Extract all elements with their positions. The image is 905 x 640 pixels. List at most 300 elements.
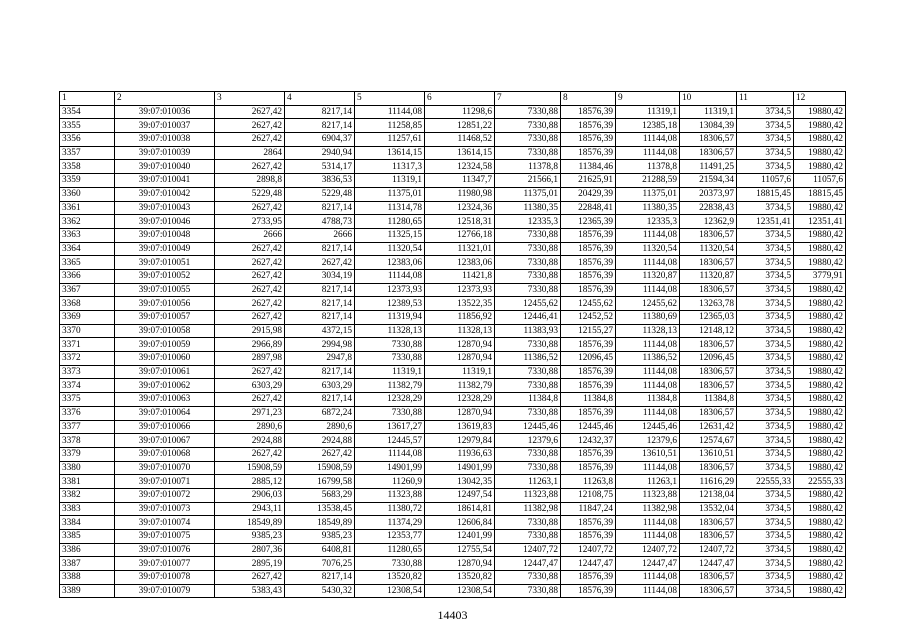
table-cell: 3380 <box>60 461 115 475</box>
table-cell: 12389,53 <box>355 297 425 311</box>
table-cell: 3734,5 <box>737 256 794 270</box>
table-cell: 8217,14 <box>285 283 355 297</box>
table-cell: 11384,8 <box>616 393 680 407</box>
table-cell: 11323,88 <box>355 488 425 502</box>
table-cell: 6303,29 <box>215 379 285 393</box>
table-row <box>60 187 846 201</box>
table-cell: 21288,59 <box>616 174 680 188</box>
table-cell: 11384,46 <box>561 160 616 174</box>
page-number: 14403 <box>437 608 468 622</box>
table-cell: 11319,1 <box>680 105 737 119</box>
table-cell: 3354 <box>60 105 115 119</box>
table-cell: 19880,42 <box>794 530 846 544</box>
table-cell: 11384,8 <box>561 393 616 407</box>
table-cell: 12766,18 <box>425 228 495 242</box>
table-row <box>60 502 846 516</box>
table-cell: 11856,92 <box>425 311 495 325</box>
table-cell: 11382,79 <box>355 379 425 393</box>
table-cell: 22555,33 <box>737 475 794 489</box>
table-cell: 18306,57 <box>680 338 737 352</box>
table-cell: 2890,6 <box>285 420 355 434</box>
table-cell: 19880,42 <box>794 256 846 270</box>
table-cell: 19880,42 <box>794 352 846 366</box>
table-cell: 11298,6 <box>425 105 495 119</box>
table-row <box>60 434 846 448</box>
table-cell: 12379,6 <box>495 434 561 448</box>
table-cell: 11144,08 <box>616 283 680 297</box>
table-cell: 39:07:010057 <box>115 311 215 325</box>
table-cell: 6408,81 <box>285 543 355 557</box>
column-header: 7 <box>495 92 561 106</box>
table-cell: 11383,93 <box>495 324 561 338</box>
table-cell: 39:07:010036 <box>115 105 215 119</box>
table-cell: 4788,73 <box>285 215 355 229</box>
table-cell: 39:07:010049 <box>115 242 215 256</box>
table-cell: 19880,42 <box>794 242 846 256</box>
table-cell: 3365 <box>60 256 115 270</box>
table-cell: 3366 <box>60 269 115 283</box>
table-cell: 39:07:010076 <box>115 543 215 557</box>
table-cell: 12446,41 <box>495 311 561 325</box>
table-cell: 18306,57 <box>680 256 737 270</box>
table-cell: 13520,82 <box>355 571 425 585</box>
table-cell: 18306,57 <box>680 406 737 420</box>
table-cell: 11257,61 <box>355 133 425 147</box>
table-cell: 3359 <box>60 174 115 188</box>
table-cell: 19880,42 <box>794 201 846 215</box>
table-cell: 11320,87 <box>616 269 680 283</box>
table-cell: 11323,88 <box>616 488 680 502</box>
table-cell: 2627,42 <box>285 256 355 270</box>
table-cell: 39:07:010078 <box>115 571 215 585</box>
table-cell: 11144,08 <box>616 133 680 147</box>
table-cell: 3734,5 <box>737 146 794 160</box>
table-cell: 12445,57 <box>355 434 425 448</box>
table-cell: 11380,72 <box>355 502 425 516</box>
table-cell: 11980,98 <box>425 187 495 201</box>
table-cell: 7330,88 <box>355 352 425 366</box>
table-cell: 12447,47 <box>680 557 737 571</box>
table-cell: 11378,8 <box>495 160 561 174</box>
table-cell: 18306,57 <box>680 461 737 475</box>
table-cell: 19880,42 <box>794 228 846 242</box>
table-cell: 7330,88 <box>495 406 561 420</box>
table-row <box>60 311 846 325</box>
table-cell: 5314,17 <box>285 160 355 174</box>
table-cell: 39:07:010060 <box>115 352 215 366</box>
table-cell: 3734,5 <box>737 297 794 311</box>
table-cell: 11280,65 <box>355 543 425 557</box>
table-cell: 2627,42 <box>215 256 285 270</box>
table-cell: 11320,54 <box>680 242 737 256</box>
table-cell: 19880,42 <box>794 571 846 585</box>
table-cell: 3734,5 <box>737 283 794 297</box>
table-cell: 2924,88 <box>215 434 285 448</box>
table-cell: 12324,36 <box>425 201 495 215</box>
table-cell: 18576,39 <box>561 365 616 379</box>
table-cell: 12365,39 <box>561 215 616 229</box>
table-cell: 2864 <box>215 146 285 160</box>
table-cell: 12096,45 <box>561 352 616 366</box>
table-cell: 11374,29 <box>355 516 425 530</box>
table-cell: 3734,5 <box>737 393 794 407</box>
table-cell: 18306,57 <box>680 530 737 544</box>
table-cell: 11468,52 <box>425 133 495 147</box>
column-header: 5 <box>355 92 425 106</box>
table-cell: 12455,62 <box>616 297 680 311</box>
table-cell: 3363 <box>60 228 115 242</box>
table-cell: 12870,94 <box>425 338 495 352</box>
table-cell: 7330,88 <box>355 406 425 420</box>
table-cell: 8217,14 <box>285 105 355 119</box>
table-cell: 19880,42 <box>794 393 846 407</box>
table-cell: 6904,37 <box>285 133 355 147</box>
table-cell: 7330,88 <box>495 338 561 352</box>
table-cell: 7330,88 <box>495 461 561 475</box>
table-cell: 12353,77 <box>355 530 425 544</box>
table-cell: 3734,5 <box>737 119 794 133</box>
table-cell: 13538,45 <box>285 502 355 516</box>
table-cell: 7330,88 <box>495 119 561 133</box>
table-cell: 3377 <box>60 420 115 434</box>
table-cell: 12308,54 <box>425 584 495 598</box>
table-cell: 19880,42 <box>794 311 846 325</box>
table-cell: 18306,57 <box>680 379 737 393</box>
table-cell: 11144,08 <box>616 516 680 530</box>
table-cell: 11380,35 <box>616 201 680 215</box>
table-cell: 2627,42 <box>215 201 285 215</box>
table-cell: 13619,83 <box>425 420 495 434</box>
table-cell: 14901,99 <box>355 461 425 475</box>
table-cell: 3734,5 <box>737 242 794 256</box>
table-cell: 11314,78 <box>355 201 425 215</box>
table-cell: 3356 <box>60 133 115 147</box>
table-cell: 3374 <box>60 379 115 393</box>
table-cell: 11386,52 <box>495 352 561 366</box>
table-cell: 7330,88 <box>495 365 561 379</box>
table-cell: 2940,94 <box>285 146 355 160</box>
table-cell: 18306,57 <box>680 146 737 160</box>
table-row <box>60 571 846 585</box>
table-cell: 11319,1 <box>616 105 680 119</box>
table-cell: 39:07:010066 <box>115 420 215 434</box>
table-cell: 12328,29 <box>425 393 495 407</box>
table-cell: 18815,45 <box>794 187 846 201</box>
table-cell: 3734,5 <box>737 502 794 516</box>
table-cell: 13263,78 <box>680 297 737 311</box>
table-cell: 18306,57 <box>680 228 737 242</box>
table-cell: 13532,04 <box>680 502 737 516</box>
table-cell: 12432,37 <box>561 434 616 448</box>
table-cell: 11384,8 <box>495 393 561 407</box>
table-cell: 11144,08 <box>616 530 680 544</box>
table-cell: 12308,54 <box>355 584 425 598</box>
table-cell: 7330,88 <box>355 557 425 571</box>
table-cell: 2897,98 <box>215 352 285 366</box>
table-cell: 39:07:010056 <box>115 297 215 311</box>
table-cell: 2627,42 <box>215 571 285 585</box>
table-row <box>60 447 846 461</box>
table-cell: 3376 <box>60 406 115 420</box>
table-cell: 3734,5 <box>737 201 794 215</box>
table-cell: 11144,08 <box>616 584 680 598</box>
table-cell: 39:07:010070 <box>115 461 215 475</box>
table-cell: 3734,5 <box>737 365 794 379</box>
table-row <box>60 420 846 434</box>
table-cell: 12365,03 <box>680 311 737 325</box>
table-cell: 11144,08 <box>355 269 425 283</box>
table-cell: 11319,1 <box>355 174 425 188</box>
table-cell: 5430,32 <box>285 584 355 598</box>
table-cell: 12447,47 <box>616 557 680 571</box>
table-row <box>60 269 846 283</box>
table-cell: 19880,42 <box>794 461 846 475</box>
table-cell: 11320,54 <box>616 242 680 256</box>
table-cell: 3734,5 <box>737 406 794 420</box>
table-cell: 19880,42 <box>794 283 846 297</box>
table-cell: 3734,5 <box>737 557 794 571</box>
column-header: 4 <box>285 92 355 106</box>
table-cell: 13614,15 <box>355 146 425 160</box>
table-cell: 7330,88 <box>495 242 561 256</box>
table-cell: 18576,39 <box>561 242 616 256</box>
table-cell: 8217,14 <box>285 297 355 311</box>
table-cell: 19880,42 <box>794 146 846 160</box>
table-cell: 12324,58 <box>425 160 495 174</box>
table-cell: 12096,45 <box>680 352 737 366</box>
table-cell: 3734,5 <box>737 228 794 242</box>
table-cell: 2733,95 <box>215 215 285 229</box>
table-cell: 12979,84 <box>425 434 495 448</box>
table-cell: 12445,46 <box>616 420 680 434</box>
table-cell: 8217,14 <box>285 311 355 325</box>
table-cell: 12155,27 <box>561 324 616 338</box>
table-cell: 11323,88 <box>495 488 561 502</box>
table-cell: 11384,8 <box>680 393 737 407</box>
table-cell: 18306,57 <box>680 516 737 530</box>
table-cell: 2924,88 <box>285 434 355 448</box>
table-cell: 12407,72 <box>680 543 737 557</box>
table-cell: 7330,88 <box>495 571 561 585</box>
table-cell: 2627,42 <box>215 311 285 325</box>
table-cell: 12755,54 <box>425 543 495 557</box>
table-cell: 18576,39 <box>561 338 616 352</box>
table-cell: 3367 <box>60 283 115 297</box>
table-cell: 11263,1 <box>616 475 680 489</box>
table-cell: 12351,41 <box>737 215 794 229</box>
table-cell: 11847,24 <box>561 502 616 516</box>
table-row <box>60 146 846 160</box>
table-cell: 39:07:010037 <box>115 119 215 133</box>
table-cell: 12870,94 <box>425 352 495 366</box>
column-header: 8 <box>561 92 616 106</box>
table-cell: 8217,14 <box>285 393 355 407</box>
table-row <box>60 406 846 420</box>
table-cell: 12851,22 <box>425 119 495 133</box>
table-cell: 12383,06 <box>355 256 425 270</box>
table-row <box>60 105 846 119</box>
table-cell: 12351,41 <box>794 215 846 229</box>
table-cell: 11320,54 <box>355 242 425 256</box>
table-cell: 3384 <box>60 516 115 530</box>
table-cell: 19880,42 <box>794 365 846 379</box>
table-cell: 16799,58 <box>285 475 355 489</box>
column-header: 10 <box>680 92 737 106</box>
table-cell: 7076,25 <box>285 557 355 571</box>
table-cell: 19880,42 <box>794 119 846 133</box>
table-cell: 11263,1 <box>495 475 561 489</box>
table-cell: 2966,89 <box>215 338 285 352</box>
table-cell: 3368 <box>60 297 115 311</box>
table-cell: 18576,39 <box>561 133 616 147</box>
table-row <box>60 133 846 147</box>
table-cell: 3361 <box>60 201 115 215</box>
table-cell: 3734,5 <box>737 379 794 393</box>
table-cell: 3388 <box>60 571 115 585</box>
table-row <box>60 338 846 352</box>
table-cell: 11328,13 <box>616 324 680 338</box>
table-cell: 18576,39 <box>561 269 616 283</box>
table-cell: 12401,99 <box>425 530 495 544</box>
table-cell: 18306,57 <box>680 283 737 297</box>
table-cell: 11321,01 <box>425 242 495 256</box>
table-cell: 2890,6 <box>215 420 285 434</box>
table-cell: 11319,1 <box>355 365 425 379</box>
table-cell: 19880,42 <box>794 160 846 174</box>
table-cell: 11328,13 <box>425 324 495 338</box>
table-cell: 11382,98 <box>495 502 561 516</box>
table-cell: 12373,93 <box>425 283 495 297</box>
table-cell: 3375 <box>60 393 115 407</box>
column-header: 9 <box>616 92 680 106</box>
table-cell: 21625,91 <box>561 174 616 188</box>
table-cell: 39:07:010079 <box>115 584 215 598</box>
table-cell: 21566,1 <box>495 174 561 188</box>
table-cell: 18306,57 <box>680 584 737 598</box>
table-row <box>60 365 846 379</box>
table-cell: 20429,39 <box>561 187 616 201</box>
table-cell: 18306,57 <box>680 133 737 147</box>
table-cell: 2627,42 <box>215 105 285 119</box>
table-cell: 2994,98 <box>285 338 355 352</box>
table-cell: 8217,14 <box>285 119 355 133</box>
table-cell: 39:07:010061 <box>115 365 215 379</box>
table-cell: 39:07:010062 <box>115 379 215 393</box>
table-cell: 39:07:010077 <box>115 557 215 571</box>
table-row <box>60 256 846 270</box>
table-cell: 3734,5 <box>737 571 794 585</box>
table-cell: 18576,39 <box>561 447 616 461</box>
table-cell: 11144,08 <box>616 461 680 475</box>
table-row <box>60 530 846 544</box>
table-cell: 19880,42 <box>794 488 846 502</box>
table-cell: 12455,62 <box>495 297 561 311</box>
table-cell: 3734,5 <box>737 434 794 448</box>
table-cell: 11144,08 <box>616 571 680 585</box>
table-cell: 3389 <box>60 584 115 598</box>
table-cell: 18576,39 <box>561 119 616 133</box>
table-cell: 39:07:010072 <box>115 488 215 502</box>
table-cell: 12373,93 <box>355 283 425 297</box>
table-cell: 2915,98 <box>215 324 285 338</box>
table-cell: 39:07:010042 <box>115 187 215 201</box>
table-cell: 39:07:010063 <box>115 393 215 407</box>
table-cell: 3370 <box>60 324 115 338</box>
table-cell: 3734,5 <box>737 269 794 283</box>
column-header: 6 <box>425 92 495 106</box>
table-row <box>60 352 846 366</box>
table-cell: 19880,42 <box>794 420 846 434</box>
table-cell: 39:07:010039 <box>115 146 215 160</box>
table-cell: 12108,75 <box>561 488 616 502</box>
table-cell: 3371 <box>60 338 115 352</box>
table-cell: 11319,1 <box>425 365 495 379</box>
table-cell: 39:07:010059 <box>115 338 215 352</box>
table-cell: 19880,42 <box>794 516 846 530</box>
table-cell: 39:07:010074 <box>115 516 215 530</box>
table-cell: 11380,69 <box>616 311 680 325</box>
table-row <box>60 393 846 407</box>
table-cell: 11144,08 <box>616 379 680 393</box>
table-cell: 20373,97 <box>680 187 737 201</box>
table-cell: 11144,08 <box>616 256 680 270</box>
table-cell: 3362 <box>60 215 115 229</box>
table-cell: 12518,31 <box>425 215 495 229</box>
table-cell: 3836,53 <box>285 174 355 188</box>
table-cell: 12407,72 <box>616 543 680 557</box>
table-cell: 2627,42 <box>215 393 285 407</box>
table-cell: 12383,06 <box>425 256 495 270</box>
table-cell: 12447,47 <box>495 557 561 571</box>
table-cell: 22555,33 <box>794 475 846 489</box>
table-cell: 3734,5 <box>737 338 794 352</box>
table-cell: 39:07:010038 <box>115 133 215 147</box>
table-cell: 18614,81 <box>425 502 495 516</box>
table-cell: 11616,29 <box>680 475 737 489</box>
table-cell: 3378 <box>60 434 115 448</box>
table-row <box>60 584 846 598</box>
table-cell: 12455,62 <box>561 297 616 311</box>
table-cell: 18576,39 <box>561 146 616 160</box>
table-row <box>60 379 846 393</box>
table-cell: 7330,88 <box>495 133 561 147</box>
table-cell: 39:07:010068 <box>115 447 215 461</box>
table-cell: 12335,3 <box>495 215 561 229</box>
table-cell: 18549,89 <box>285 516 355 530</box>
table-cell: 18549,89 <box>215 516 285 530</box>
table-cell: 11375,01 <box>495 187 561 201</box>
table-cell: 12445,46 <box>561 420 616 434</box>
table-cell: 11263,8 <box>561 475 616 489</box>
table-row <box>60 543 846 557</box>
table-row <box>60 297 846 311</box>
table-cell: 19880,42 <box>794 406 846 420</box>
table-cell: 12138,04 <box>680 488 737 502</box>
table-cell: 12497,54 <box>425 488 495 502</box>
table-cell: 39:07:010067 <box>115 434 215 448</box>
table-cell: 12335,3 <box>616 215 680 229</box>
table-row <box>60 516 846 530</box>
table-cell: 18576,39 <box>561 379 616 393</box>
table-cell: 9385,23 <box>285 530 355 544</box>
table-cell: 18576,39 <box>561 256 616 270</box>
table-cell: 2627,42 <box>215 160 285 174</box>
table-cell: 18576,39 <box>561 516 616 530</box>
table-cell: 15908,59 <box>285 461 355 475</box>
table-row <box>60 174 846 188</box>
table-cell: 22838,43 <box>680 201 737 215</box>
table-cell: 19880,42 <box>794 584 846 598</box>
